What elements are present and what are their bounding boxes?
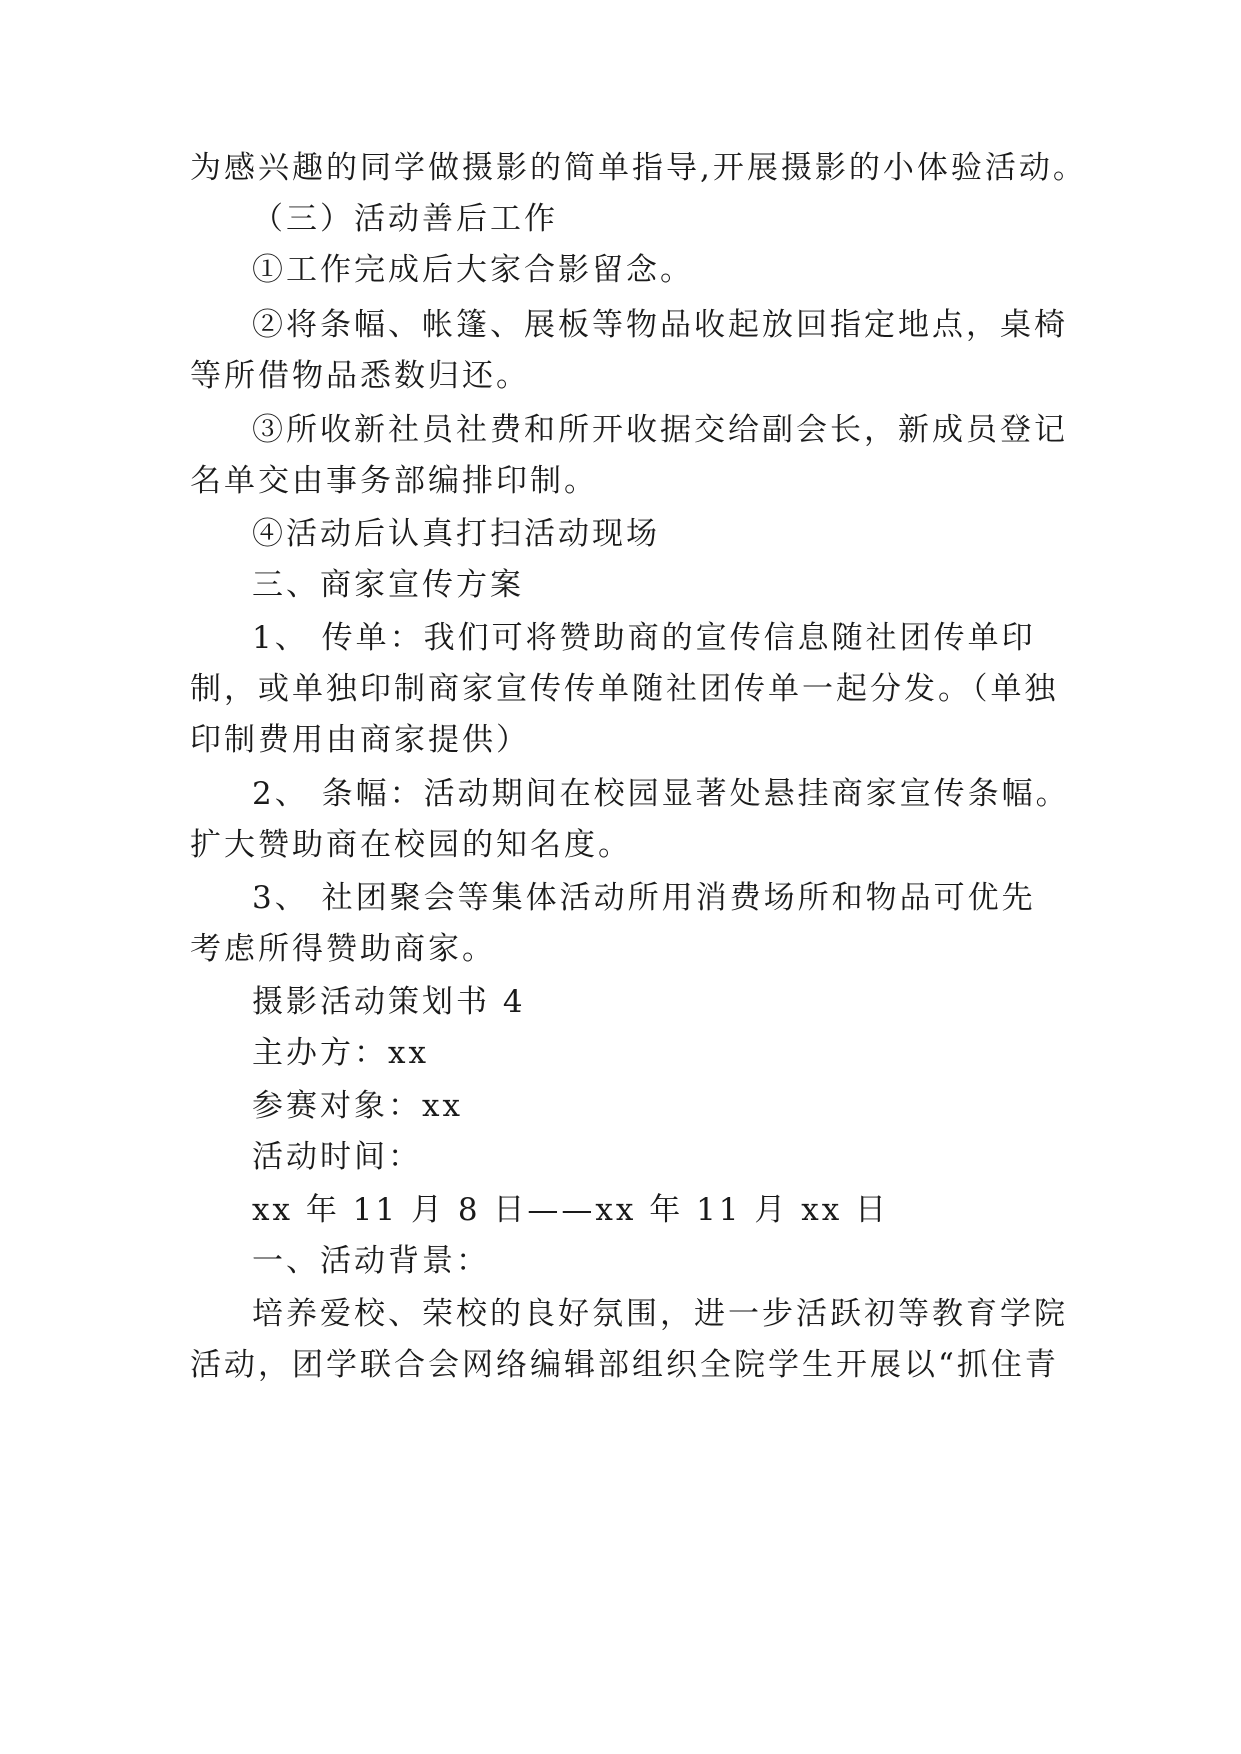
- section-heading: （三）活动善后工作: [252, 201, 558, 237]
- list-item: 3、 社团聚会等集体活动所用消费场所和物品可优先: [252, 880, 1036, 916]
- paragraph-line: 培养爱校、荣校的良好氛围，进一步活跃初等教育学院: [252, 1296, 1068, 1332]
- text-line: 活动，团学联合会网络编辑部组织全院学生开展以“抓住青: [190, 1347, 1059, 1383]
- section-heading: 三、商家宣传方案: [252, 567, 524, 603]
- list-item: 1、 传单：我们可将赞助商的宣传信息随社团传单印: [252, 620, 1036, 656]
- text-line: 考虑所得赞助商家。: [190, 931, 496, 967]
- time-label: 活动时间：: [252, 1139, 422, 1175]
- text-line: 制，或单独印制商家宣传传单随社团传单一起分发。（单独: [190, 671, 1059, 707]
- text-line: 名单交由事务部编排印制。: [190, 463, 598, 499]
- list-item: ③所收新社员社费和所开收据交给副会长，新成员登记: [252, 412, 1068, 448]
- time-value: xx 年 11 月 8 日——xx 年 11 月 xx 日: [252, 1192, 890, 1228]
- organizer-line: 主办方：xx: [252, 1035, 429, 1071]
- text-line: 印制费用由商家提供）: [190, 722, 530, 758]
- text-line: 扩大赞助商在校园的知名度。: [190, 827, 632, 863]
- list-item: ④活动后认真打扫活动现场: [252, 516, 660, 552]
- document-title: 摄影活动策划书 4: [252, 984, 526, 1020]
- list-item: 2、 条幅：活动期间在校园显著处悬挂商家宣传条幅。: [252, 776, 1070, 812]
- section-heading: 一、活动背景：: [252, 1243, 490, 1279]
- text-line: 等所借物品悉数归还。: [190, 358, 530, 394]
- text-line: 为感兴趣的同学做摄影的简单指导,开展摄影的小体验活动。: [190, 150, 1087, 186]
- participants-line: 参赛对象：xx: [252, 1088, 463, 1124]
- list-item: ①工作完成后大家合影留念。: [252, 252, 694, 288]
- list-item: ②将条幅、帐篷、展板等物品收起放回指定地点，桌椅: [252, 307, 1068, 343]
